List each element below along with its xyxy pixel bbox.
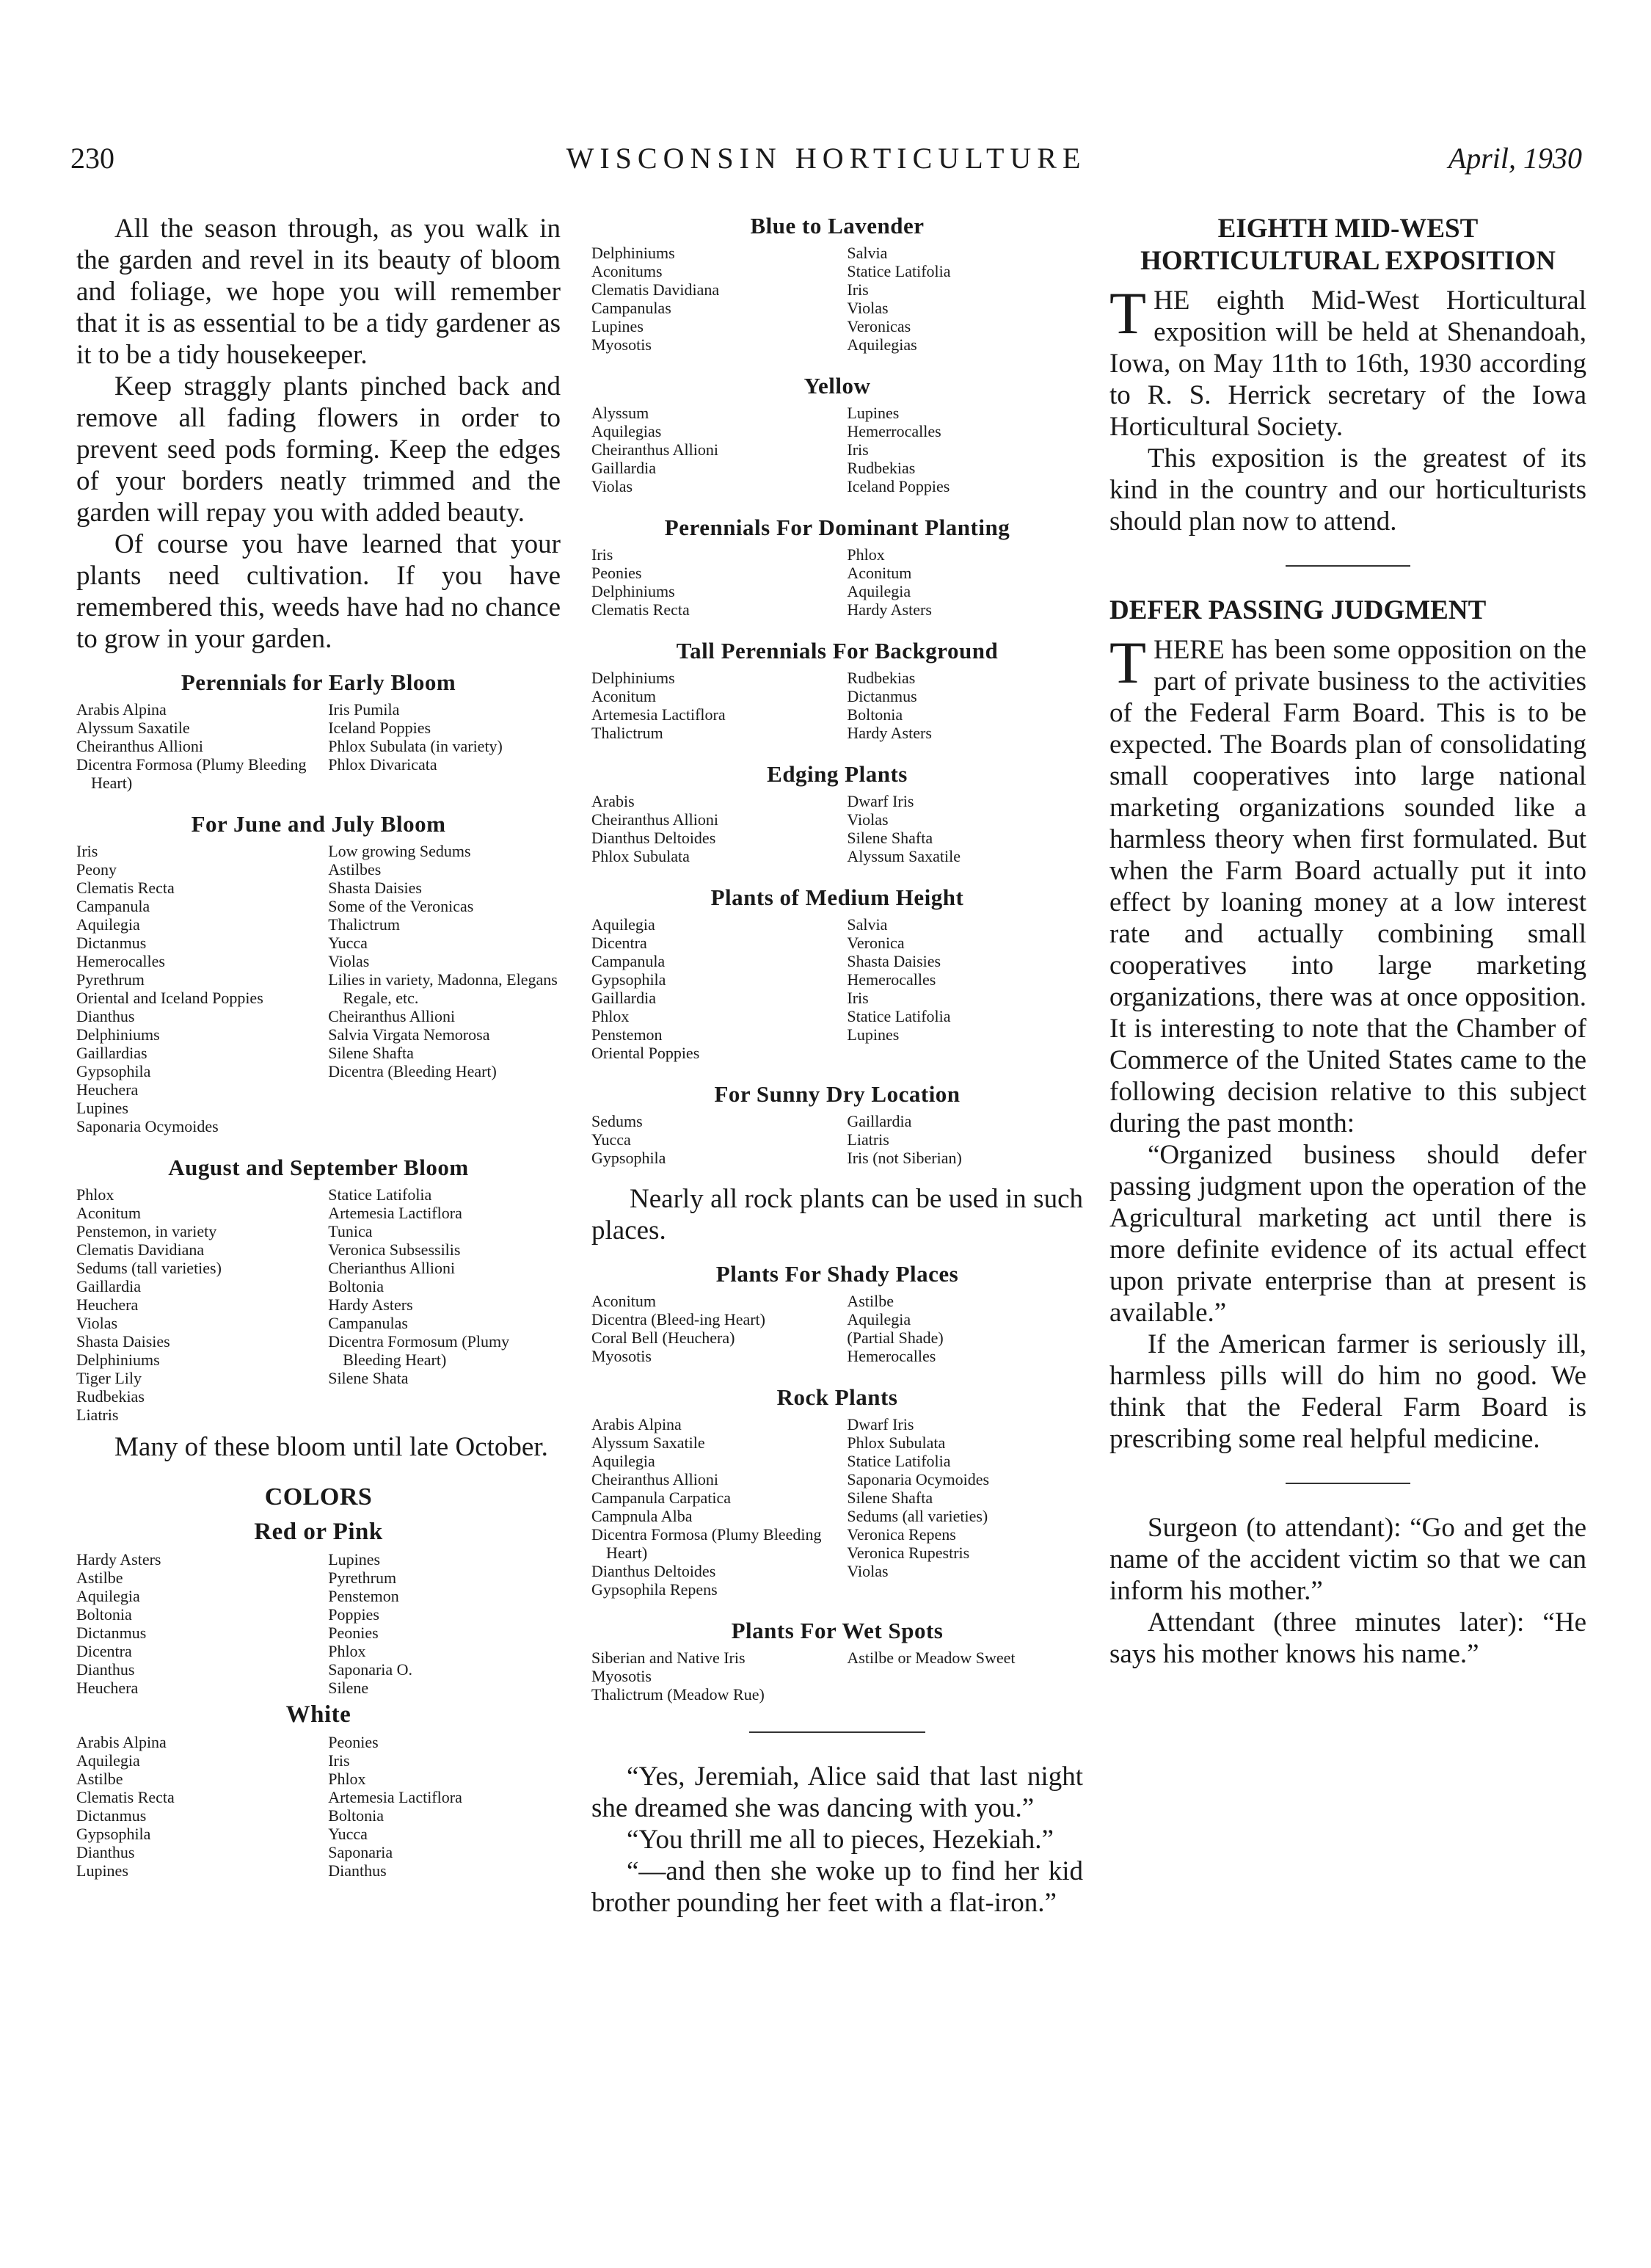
plant-name: Heuchera bbox=[76, 1295, 139, 1314]
plant-name: Iris Pumila bbox=[328, 700, 400, 719]
plant-name: Aquilegia bbox=[591, 915, 655, 934]
plant-name: Dicentra (Bleeding Heart) bbox=[328, 1062, 497, 1080]
plant-name: Lilies in variety, Madonna, Elegans Regale, etc. bbox=[328, 970, 558, 1007]
planting-lists bbox=[591, 213, 1083, 1167]
plant-name: Astilbe bbox=[847, 1292, 894, 1310]
plant-list-column bbox=[591, 244, 828, 354]
plant-name: Penstemon, in variety bbox=[76, 1222, 217, 1240]
plant-name: Dicentra (Bleed-ing Heart) bbox=[591, 1310, 765, 1329]
plant-name: Phlox bbox=[328, 1770, 366, 1788]
article-title-defer: DEFER PASSING JUDGMENT bbox=[1109, 595, 1487, 625]
plant-list-column bbox=[847, 545, 1083, 619]
plant-name: Dictanmus bbox=[76, 1806, 147, 1825]
plant-list bbox=[591, 915, 1083, 1062]
plant-name: Yucca bbox=[328, 934, 368, 952]
list-heading: Red or Pink bbox=[254, 1519, 383, 1545]
plant-name: Yucca bbox=[591, 1130, 631, 1149]
plant-name: Gypsophila Repens bbox=[591, 1580, 718, 1599]
plant-name: Astilbe or Meadow Sweet bbox=[847, 1649, 1016, 1667]
list-heading: For June and July Bloom bbox=[191, 811, 446, 837]
plant-name: Campanulas bbox=[591, 299, 671, 317]
plant-list-column bbox=[591, 545, 828, 619]
article-text: HERE has been some opposition on the part of private business to the activities of the Federal Farm Board. This is to be expected. The Boards plan of consolidating small cooperatives into large national marketing organizations sounded like a harmless theory when first formulated. But when the Farm Board actually put it into effect by loaning money at a low interest rate and actually combining small cooperatives into large marketing organizations, there was at once opposition. It is interesting to note that the Chamber of Commerce of the United States came to the following decision relative to this subject during the past month: bbox=[1109, 635, 1586, 1138]
journal-title: WISCONSIN HORTICULTURE bbox=[566, 142, 1087, 175]
plant-name: Cheiranthus Allioni bbox=[76, 737, 203, 755]
plant-name: Coral Bell (Heuchera) bbox=[591, 1329, 735, 1347]
list-heading: Plants For Shady Places bbox=[715, 1261, 959, 1287]
plant-list-column bbox=[847, 669, 1083, 742]
plant-list bbox=[591, 1112, 1083, 1167]
plant-name: Clematis Davidiana bbox=[591, 280, 720, 299]
plant-name: Statice Latifolia bbox=[847, 1452, 951, 1470]
list-heading: White bbox=[285, 1701, 351, 1728]
list-heading: Plants For Wet Spots bbox=[731, 1618, 944, 1643]
plant-name: Penstemon bbox=[591, 1025, 663, 1044]
article-body-exposition-2: This exposition is the greatest of its kind in the country and our horticulturists should plan now to attend. bbox=[1109, 443, 1586, 537]
plant-name: Poppies bbox=[328, 1605, 379, 1624]
plant-name: Gaillardia bbox=[591, 459, 656, 477]
plant-name: Veronica Subsessilis bbox=[328, 1240, 461, 1259]
plant-list-column bbox=[847, 404, 1083, 495]
list-heading: Perennials For Dominant Planting bbox=[664, 515, 1010, 540]
plant-name: Saponaria O. bbox=[328, 1660, 413, 1679]
list-heading: Tall Perennials For Background bbox=[676, 638, 999, 664]
plant-name: Thalictrum (Meadow Rue) bbox=[591, 1685, 765, 1704]
plant-name: Aquilegias bbox=[847, 335, 917, 354]
rock-plants-note: Nearly all rock plants can be used in such places. bbox=[591, 1184, 1083, 1246]
plant-name: Phlox Subulata bbox=[847, 1433, 946, 1452]
plant-name: Saponaria Ocymoides bbox=[76, 1117, 219, 1135]
plant-name: Phlox Divaricata bbox=[328, 755, 437, 774]
plant-name: Aconitum bbox=[847, 564, 912, 582]
plant-name: Statice Latifolia bbox=[328, 1185, 432, 1204]
plant-list bbox=[591, 1415, 1083, 1599]
plant-list bbox=[591, 1292, 1083, 1365]
plant-name: Iris bbox=[76, 842, 98, 860]
plant-name: Peonies bbox=[591, 564, 642, 582]
plant-list-column bbox=[847, 1415, 1083, 1599]
list-heading: Blue to Lavender bbox=[750, 213, 925, 239]
plant-name: Veronica bbox=[847, 934, 905, 952]
page-header bbox=[70, 141, 1582, 185]
plant-name: Violas bbox=[847, 810, 889, 829]
plant-name: Dictanmus bbox=[76, 1624, 147, 1642]
plant-name: Phlox Subulata (in variety) bbox=[328, 737, 503, 755]
joke-line: “—and then she woke up to find her kid brother pounding her feet with a flat-iron.” bbox=[591, 1856, 1083, 1918]
plant-name: Cheiranthus Allioni bbox=[591, 1470, 718, 1489]
plant-name: Phlox bbox=[591, 1007, 630, 1025]
divider bbox=[1286, 1483, 1410, 1484]
plant-name: Liatris bbox=[76, 1406, 119, 1424]
plant-list-column bbox=[76, 1185, 309, 1424]
plant-name: Aconitum bbox=[591, 687, 656, 705]
plant-list-column bbox=[591, 1415, 828, 1599]
plant-name: Boltonia bbox=[76, 1605, 132, 1624]
plant-name: Dictanmus bbox=[76, 934, 147, 952]
plant-name: Rudbekias bbox=[847, 669, 916, 687]
plant-name: Campanula Carpatica bbox=[591, 1489, 731, 1507]
plant-name: Sedums (all varieties) bbox=[847, 1507, 988, 1525]
plant-name: Penstemon bbox=[328, 1587, 399, 1605]
plant-name: Clematis Recta bbox=[76, 879, 175, 897]
plant-name: Veronicas bbox=[847, 317, 911, 335]
plant-name: Arabis Alpina bbox=[76, 700, 167, 719]
list-heading: Plants of Medium Height bbox=[710, 884, 964, 910]
plant-list-column bbox=[328, 1733, 561, 1880]
plant-name: Artemesia Lactiflora bbox=[328, 1788, 462, 1806]
plant-name: Campanula bbox=[76, 897, 150, 915]
plant-list bbox=[76, 1733, 561, 1880]
plant-list bbox=[591, 792, 1083, 865]
plant-name: Dicentra bbox=[591, 934, 647, 952]
plant-name: Rudbekias bbox=[76, 1387, 145, 1406]
plant-name: Saponaria bbox=[328, 1843, 393, 1861]
plant-name: Iceland Poppies bbox=[328, 719, 431, 737]
plant-name: Astilbes bbox=[328, 860, 382, 879]
plant-name: Peony bbox=[76, 860, 117, 879]
plant-list-column bbox=[591, 669, 828, 742]
plant-name: Clematis Recta bbox=[76, 1788, 175, 1806]
plant-list-column bbox=[76, 842, 309, 1135]
plant-name: Oriental and Iceland Poppies bbox=[76, 989, 263, 1007]
plant-name: Phlox bbox=[76, 1185, 114, 1204]
plant-name: Cheiranthus Allioni bbox=[591, 440, 718, 459]
joke-line: “You thrill me all to pieces, Hezekiah.” bbox=[627, 1825, 1054, 1855]
plant-name: Gaillardia bbox=[76, 1277, 141, 1295]
plant-name: Sedums bbox=[591, 1112, 643, 1130]
plant-name: Delphiniums bbox=[76, 1025, 160, 1044]
plant-list-column bbox=[328, 1185, 561, 1424]
joke-line: “Yes, Jeremiah, Alice said that last night she dreamed she was dancing with you.” bbox=[591, 1762, 1083, 1823]
plant-name: Lupines bbox=[847, 1025, 900, 1044]
plant-name: Silene bbox=[328, 1679, 369, 1697]
plant-name: Salvia bbox=[847, 915, 888, 934]
plant-name: Aquilegia bbox=[847, 1310, 911, 1329]
plant-name: Dianthus bbox=[328, 1861, 387, 1880]
plant-name: Cherianthus Allioni bbox=[328, 1259, 456, 1277]
plant-name: Gypsophila bbox=[76, 1825, 151, 1843]
plant-name: Phlox bbox=[328, 1642, 366, 1660]
plant-name: Silene Shata bbox=[328, 1369, 409, 1387]
plant-name: Violas bbox=[76, 1314, 118, 1332]
plant-name: Iris (not Siberian) bbox=[847, 1149, 962, 1167]
plant-name: Cheiranthus Allioni bbox=[591, 810, 718, 829]
plant-name: Arabis bbox=[591, 792, 635, 810]
plant-name: (Partial Shade) bbox=[847, 1329, 944, 1347]
plant-name: Campanulas bbox=[328, 1314, 408, 1332]
colors-heading: COLORS bbox=[264, 1483, 373, 1511]
plant-name: Violas bbox=[328, 952, 370, 970]
list-heading: Perennials for Early Bloom bbox=[181, 669, 456, 695]
column-middle bbox=[591, 213, 1083, 1919]
plant-name: Shasta Daisies bbox=[328, 879, 422, 897]
article-body-exposition bbox=[1109, 280, 1586, 443]
plant-name: Violas bbox=[847, 1562, 889, 1580]
drop-cap: T bbox=[1109, 629, 1147, 696]
plant-name: Clematis Recta bbox=[591, 600, 690, 619]
plant-name: Dianthus bbox=[76, 1007, 135, 1025]
column-right bbox=[1109, 213, 1586, 1670]
plant-name: Alyssum Saxatile bbox=[847, 847, 961, 865]
plant-name: Phlox Subulata bbox=[591, 847, 690, 865]
plant-name: Delphiniums bbox=[76, 1351, 160, 1369]
plant-name: Hemerocalles bbox=[847, 970, 936, 989]
plant-list-column bbox=[591, 915, 828, 1062]
plant-name: Dianthus Deltoides bbox=[591, 1562, 716, 1580]
plant-name: Violas bbox=[847, 299, 889, 317]
joke-dancing bbox=[591, 1761, 1083, 1919]
plant-name: Lupines bbox=[847, 404, 900, 422]
plant-name: Iris bbox=[591, 545, 613, 564]
plant-list-column bbox=[328, 842, 561, 1135]
plant-name: Silene Shafta bbox=[847, 829, 933, 847]
article-closing: If the American farmer is seriously ill, harmless pills will do him no good. We think that the Federal Farm Board is prescribing some real helpful medicine. bbox=[1109, 1329, 1586, 1454]
plant-list-column bbox=[591, 1292, 828, 1365]
divider bbox=[749, 1731, 925, 1733]
plant-name: Aquilegia bbox=[847, 582, 911, 600]
plant-name: Iris bbox=[847, 989, 869, 1007]
plant-name: Aconitums bbox=[591, 262, 663, 280]
plant-name: Dicentra Formosa (Plumy Bleeding Heart) bbox=[591, 1525, 822, 1562]
plant-name: Artemesia Lactiflora bbox=[591, 705, 726, 724]
list-heading: August and September Bloom bbox=[168, 1155, 469, 1180]
plant-name: Statice Latifolia bbox=[847, 262, 951, 280]
plant-name: Liatris bbox=[847, 1130, 889, 1149]
issue-date: April, 1930 bbox=[1448, 142, 1582, 175]
plant-name: Lupines bbox=[328, 1550, 381, 1569]
plant-name: Dianthus bbox=[76, 1843, 135, 1861]
plant-name: Aquilegia bbox=[76, 1587, 140, 1605]
bloom-lists bbox=[76, 669, 561, 1424]
plant-list bbox=[591, 545, 1083, 619]
plant-name: Gaillardias bbox=[76, 1044, 147, 1062]
plant-name: Salvia bbox=[847, 244, 888, 262]
plant-name: Statice Latifolia bbox=[847, 1007, 951, 1025]
plant-list-column bbox=[847, 792, 1083, 865]
plant-list-column bbox=[847, 1649, 1083, 1704]
plant-name: Veronica Repens bbox=[847, 1525, 956, 1544]
plant-name: Peonies bbox=[328, 1733, 379, 1751]
special-lists bbox=[591, 1261, 1083, 1704]
intro-paragraph: All the season through, as you walk in the garden and revel in its beauty of bloom and foliage, we hope you will remember that it is as essential to be a tidy gardener as it to be a tidy housekeeper. bbox=[76, 214, 561, 370]
article-text: HE eighth Mid-West Horticultural exposition will be held at Shenandoah, Iowa, on May 11th to 16th, 1930 according to R. S. Herrick secretary of the Iowa Horticultural Society. bbox=[1109, 286, 1586, 442]
plant-list-column bbox=[847, 1292, 1083, 1365]
plant-name: Some of the Veronicas bbox=[328, 897, 474, 915]
plant-name: Hardy Asters bbox=[328, 1295, 413, 1314]
plant-name: Boltonia bbox=[328, 1806, 384, 1825]
plant-name: Siberian and Native Iris bbox=[591, 1649, 746, 1667]
plant-name: Heuchera bbox=[76, 1080, 139, 1099]
plant-name: Alyssum Saxatile bbox=[76, 719, 190, 737]
plant-list-column bbox=[847, 1112, 1083, 1167]
plant-name: Astilbe bbox=[76, 1569, 123, 1587]
plant-name: Iris bbox=[847, 440, 869, 459]
plant-name: Delphiniums bbox=[591, 244, 675, 262]
plant-list-column bbox=[591, 1649, 828, 1704]
plant-name: Arabis Alpina bbox=[76, 1733, 167, 1751]
plant-list bbox=[76, 1185, 561, 1424]
article-body-defer bbox=[1109, 629, 1586, 1139]
plant-name: Boltonia bbox=[847, 705, 903, 724]
plant-name: Lupines bbox=[76, 1861, 128, 1880]
plant-name: Artemesia Lactiflora bbox=[328, 1204, 462, 1222]
plant-name: Yucca bbox=[328, 1825, 368, 1843]
plant-name: Campanula bbox=[591, 952, 666, 970]
plant-name: Cheiranthus Allioni bbox=[328, 1007, 456, 1025]
plant-name: Dianthus Deltoides bbox=[591, 829, 716, 847]
plant-name: Myosotis bbox=[591, 1667, 652, 1685]
plant-list bbox=[591, 669, 1083, 742]
plant-list-column bbox=[847, 915, 1083, 1062]
plant-list-column bbox=[328, 1550, 561, 1697]
plant-name: Silene Shafta bbox=[847, 1489, 933, 1507]
page-number: 230 bbox=[70, 142, 114, 175]
plant-name: Iris bbox=[847, 280, 869, 299]
plant-name: Veronica Rupestris bbox=[847, 1544, 970, 1562]
plant-name: Dicentra Formosum (Plumy Bleeding Heart) bbox=[328, 1332, 510, 1369]
plant-name: Violas bbox=[591, 477, 633, 495]
plant-name: Shasta Daisies bbox=[76, 1332, 170, 1351]
plant-name: Astilbe bbox=[76, 1770, 123, 1788]
plant-list-column bbox=[76, 1733, 309, 1880]
plant-name: Dictanmus bbox=[847, 687, 917, 705]
plant-name: Aquilegias bbox=[591, 422, 662, 440]
list-heading: Edging Plants bbox=[767, 761, 908, 787]
plant-name: Delphiniums bbox=[591, 669, 675, 687]
plant-name: Alyssum Saxatile bbox=[591, 1433, 705, 1452]
plant-name: Dwarf Iris bbox=[847, 792, 914, 810]
plant-name: Dianthus bbox=[76, 1660, 135, 1679]
plant-name: Iris bbox=[328, 1751, 350, 1770]
plant-name: Hardy Asters bbox=[847, 600, 932, 619]
plant-list bbox=[591, 404, 1083, 495]
plant-name: Aquilegia bbox=[76, 915, 140, 934]
plant-name: Clematis Davidiana bbox=[76, 1240, 205, 1259]
plant-list bbox=[76, 842, 561, 1135]
plant-name: Hardy Asters bbox=[847, 724, 932, 742]
plant-name: Heuchera bbox=[76, 1679, 139, 1697]
plant-name: Myosotis bbox=[591, 1347, 652, 1365]
plant-name: Phlox bbox=[847, 545, 885, 564]
plant-name: Gaillardia bbox=[847, 1112, 912, 1130]
intro-paragraph: Of course you have learned that your plants need cultivation. If you have remembered this, weeds have had no chance to grow in your garden. bbox=[76, 529, 561, 654]
column-left bbox=[76, 213, 561, 1880]
plant-name: Hemerrocalles bbox=[847, 422, 941, 440]
divider bbox=[1286, 565, 1410, 567]
list-heading: Yellow bbox=[803, 373, 871, 399]
list-heading: Rock Plants bbox=[776, 1384, 898, 1410]
plant-list bbox=[76, 700, 561, 792]
plant-name: Gypsophila bbox=[76, 1062, 151, 1080]
plant-name: Peonies bbox=[328, 1624, 379, 1642]
plant-name: Thalictrum bbox=[591, 724, 663, 742]
plant-name: Gaillardia bbox=[591, 989, 656, 1007]
plant-list-column bbox=[328, 700, 561, 792]
plant-name: Salvia Virgata Nemorosa bbox=[328, 1025, 490, 1044]
plant-name: Hardy Asters bbox=[76, 1550, 161, 1569]
plant-name: Lupines bbox=[76, 1099, 128, 1117]
plant-list-column bbox=[591, 792, 828, 865]
plant-name: Myosotis bbox=[591, 335, 652, 354]
joke-surgeon: Attendant (three minutes later): “He says his mother knows his name.” bbox=[1109, 1607, 1586, 1669]
plant-name: Hemerocalles bbox=[847, 1347, 936, 1365]
plant-name: Gypsophila bbox=[591, 1149, 666, 1167]
plant-list bbox=[591, 244, 1083, 354]
plant-name: Hemerocalles bbox=[76, 952, 165, 970]
plant-name: Tiger Lily bbox=[76, 1369, 142, 1387]
plant-name: Dicentra Formosa (Plumy Bleeding Heart) bbox=[76, 755, 307, 792]
plant-name: Dwarf Iris bbox=[847, 1415, 914, 1433]
plant-list-column bbox=[591, 1112, 828, 1167]
plant-name: Pyrethrum bbox=[76, 970, 145, 989]
plant-list-column bbox=[847, 244, 1083, 354]
joke-surgeon: Surgeon (to attendant): “Go and get the name of the accident victim so that we can inform his mother.” bbox=[1109, 1513, 1586, 1606]
plant-list-column bbox=[591, 404, 828, 495]
list-heading: For Sunny Dry Location bbox=[714, 1081, 961, 1107]
plant-name: Low growing Sedums bbox=[328, 842, 471, 860]
drop-cap: T bbox=[1109, 280, 1147, 346]
plant-name: Arabis Alpina bbox=[591, 1415, 682, 1433]
plant-list-column bbox=[76, 1550, 309, 1697]
late-bloom-note: Many of these bloom until late October. bbox=[114, 1432, 548, 1462]
plant-name: Pyrethrum bbox=[328, 1569, 397, 1587]
plant-name: Boltonia bbox=[328, 1277, 384, 1295]
plant-name: Tunica bbox=[328, 1222, 373, 1240]
plant-name: Saponaria Ocymoides bbox=[847, 1470, 990, 1489]
plant-name: Rudbekias bbox=[847, 459, 916, 477]
plant-name: Lupines bbox=[591, 317, 644, 335]
plant-list-column bbox=[76, 700, 309, 792]
plant-list bbox=[76, 1550, 561, 1697]
article-title-exposition: EIGHTH MID-WEST HORTICULTURAL EXPOSITION bbox=[1140, 214, 1556, 276]
color-lists bbox=[76, 1519, 561, 1880]
plant-name: Thalictrum bbox=[328, 915, 400, 934]
plant-name: Silene Shafta bbox=[328, 1044, 414, 1062]
plant-list bbox=[591, 1649, 1083, 1704]
plant-name: Campnula Alba bbox=[591, 1507, 693, 1525]
plant-name: Delphiniums bbox=[591, 582, 675, 600]
plant-name: Alyssum bbox=[591, 404, 649, 422]
plant-name: Aquilegia bbox=[76, 1751, 140, 1770]
intro-paragraph: Keep straggly plants pinched back and remove all fading flowers in order to prevent seed pods forming. Keep the edges of your borders neatly trimmed and the garden will repay you with added beauty. bbox=[76, 371, 561, 528]
plant-name: Oriental Poppies bbox=[591, 1044, 700, 1062]
plant-name: Aquilegia bbox=[591, 1452, 655, 1470]
plant-name: Dicentra bbox=[76, 1642, 132, 1660]
chamber-quote: “Organized business should defer passing judgment upon the operation of the Agricultural marketing act until there is more definite evidence of its actual effect upon private enterprise than at present is available.” bbox=[1109, 1140, 1586, 1328]
plant-name: Gypsophila bbox=[591, 970, 666, 989]
plant-name: Aconitum bbox=[591, 1292, 656, 1310]
plant-name: Shasta Daisies bbox=[847, 952, 941, 970]
plant-name: Sedums (tall varieties) bbox=[76, 1259, 222, 1277]
plant-name: Iceland Poppies bbox=[847, 477, 950, 495]
plant-name: Aconitum bbox=[76, 1204, 141, 1222]
